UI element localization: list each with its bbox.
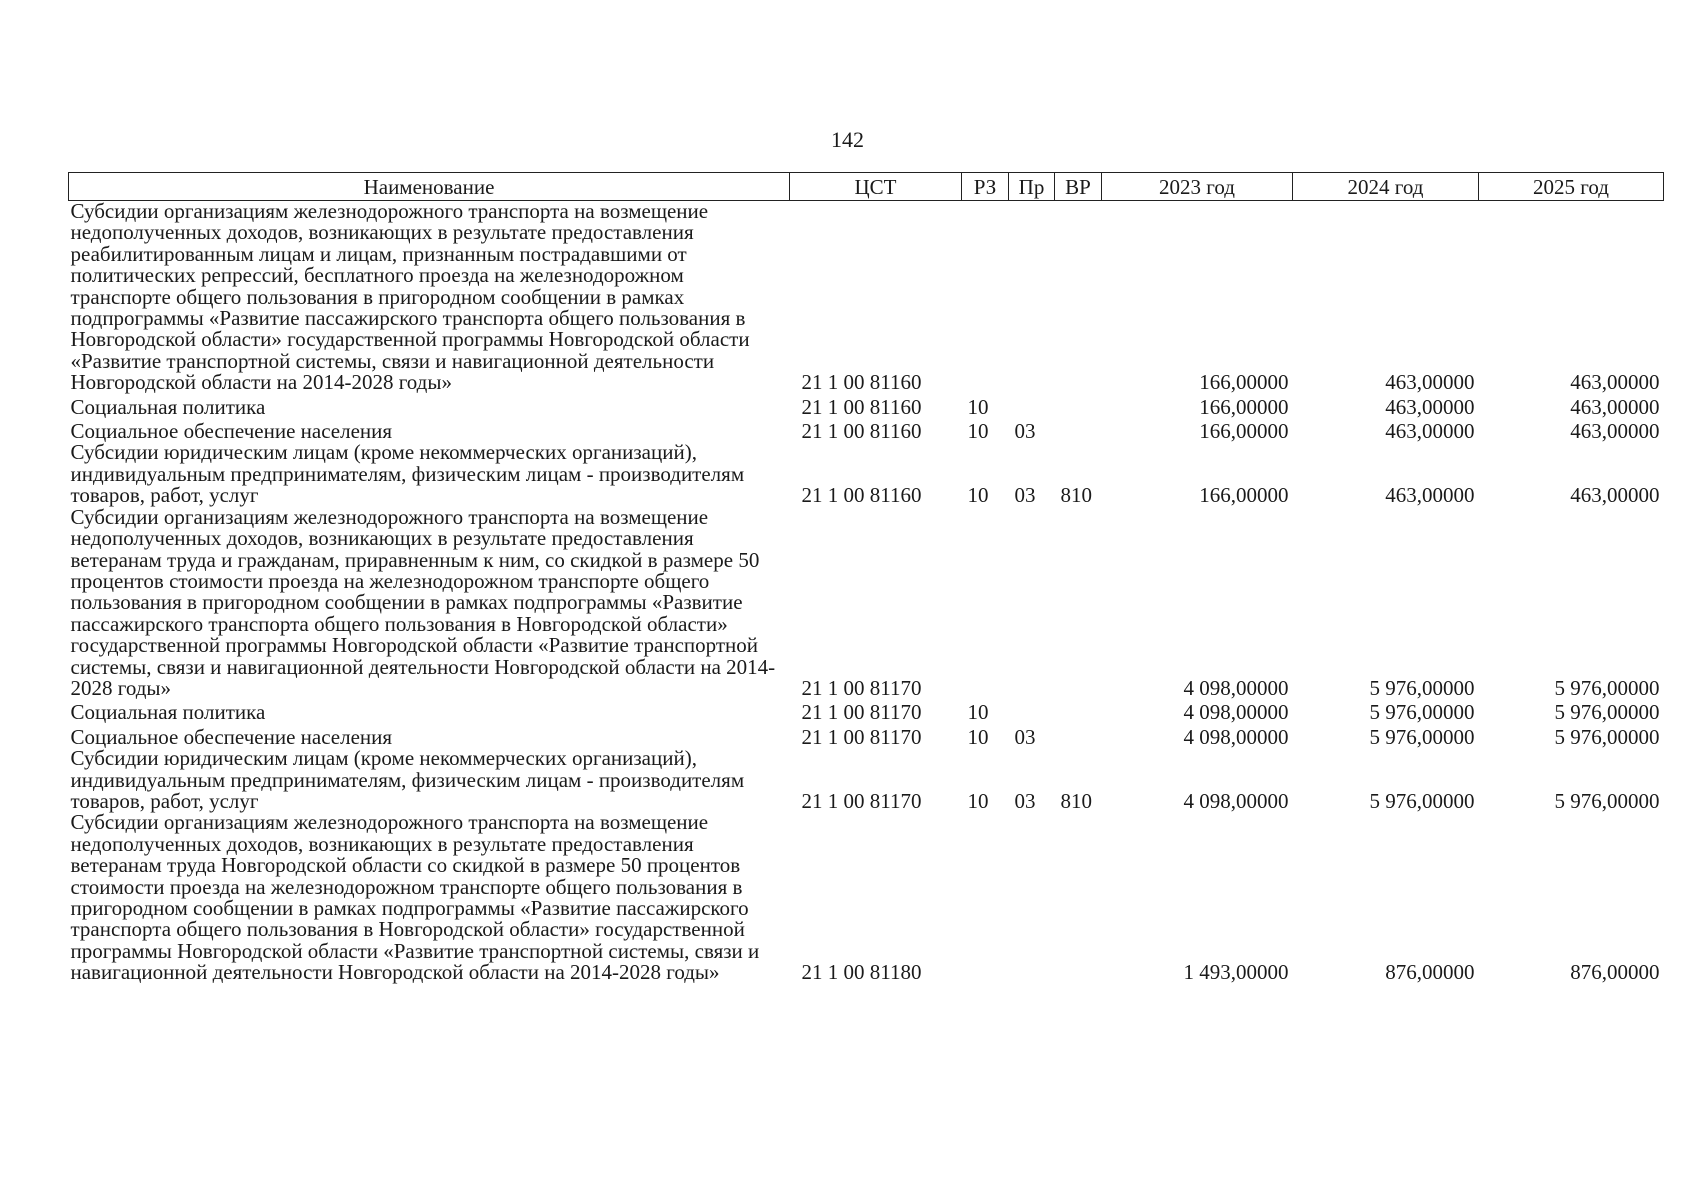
- row-cst: 21 1 00 81170: [801, 675, 922, 700]
- row-2024: 463,00000: [1385, 394, 1475, 419]
- row-name: Субсидии организациям железнодорожного транспорта на возмещение недополученных доходов, возникающих в результате предоставления ветеранам труда Новгородской области со скидкой в размере 50 процентов стоимости проезда на железнодорожном транспорте общего пользования в пригородном сообщении в рамках подпрограммы «Развитие пассажирского транспорта общего пользования в Новгородской области» государственной программы Новгородской области «Развитие транспортной системы, связи и навигационной деятельности Новгородской области на 2014-2028 годы»: [70, 810, 760, 985]
- header-cst: ЦСТ: [790, 173, 962, 201]
- row-cst: 21 1 00 81170: [801, 788, 922, 813]
- row-vr: [1055, 201, 1102, 394]
- table-row: [69, 699, 1664, 723]
- row-2023: 166,00000: [1199, 419, 1289, 444]
- row-2024: 463,00000: [1385, 370, 1475, 395]
- row-pr: 03: [1014, 724, 1036, 749]
- table-row: [69, 812, 1664, 983]
- row-2023: 4 098,00000: [1183, 700, 1289, 725]
- row-name: Субсидии организациям железнодорожного транспорта на возмещение недополученных доходов, возникающих в результате предоставления реабилитированным лицам и лицам, признанным пострадавшими от политических репрессий, бесплатного проезда на железнодорожном транспорте общего пользования в пригородном сообщении в рамках подпрограммы «Развитие пассажирского транспорта общего пользования в Новгородской области» государственной программы Новгородской области «Развитие транспортной системы, связи и навигационной деятельности Новгородской области на 2014-2028 годы»: [70, 199, 750, 395]
- row-vr: [1055, 812, 1102, 983]
- row-2023: 1 493,00000: [1183, 960, 1289, 985]
- row-pr: [1009, 699, 1055, 723]
- budget-table: [68, 172, 1664, 984]
- row-vr: [1055, 507, 1102, 700]
- row-name: Социальное обеспечение населения: [70, 419, 393, 444]
- table-header: [69, 173, 1664, 201]
- row-2024: 5 976,00000: [1369, 724, 1475, 749]
- row-name: Субсидии организациям железнодорожного транспорта на возмещение недополученных доходов, возникающих в результате предоставления ветеранам труда и гражданам, приравненным к ним, со скидкой в размере 50 процентов стоимости проезда на железнодорожном транспорте общего пользования в пригородном сообщении в рамках подпрограммы «Развитие пассажирского транспорта общего пользования в Новгородской области» государственной программы Новгородской области «Развитие транспортной системы, связи и навигационной деятельности Новгородской области на 2014-2028 годы»: [70, 504, 776, 700]
- row-2024: 463,00000: [1385, 419, 1475, 444]
- row-vr: [1055, 699, 1102, 723]
- table-row: [69, 394, 1664, 418]
- row-2025: 5 976,00000: [1554, 724, 1660, 749]
- row-vr: 810: [1060, 483, 1092, 508]
- header-row: [69, 173, 1664, 201]
- row-2025: 876,00000: [1570, 960, 1660, 985]
- row-rz: [962, 201, 1009, 394]
- row-vr: [1055, 394, 1102, 418]
- table-row: [69, 748, 1664, 812]
- row-2023: 4 098,00000: [1183, 724, 1289, 749]
- row-name: Социальная политика: [70, 700, 266, 725]
- row-2023: 4 098,00000: [1183, 675, 1289, 700]
- table-row: [69, 507, 1664, 700]
- row-pr: [1009, 812, 1055, 983]
- row-rz: 10: [967, 483, 989, 508]
- row-cst: 21 1 00 81160: [801, 483, 922, 508]
- table-row: [69, 201, 1664, 394]
- row-pr: 03: [1014, 483, 1036, 508]
- row-cst: 21 1 00 81170: [801, 724, 922, 749]
- table-row: [69, 724, 1664, 748]
- header-pr: Пр: [1009, 173, 1055, 201]
- row-name: Социальная политика: [70, 394, 266, 419]
- row-name: Субсидии юридическим лицам (кроме некоммерческих организаций), индивидуальным предпринимателям, физическим лицам - производителям товаров, работ, услуг: [70, 440, 745, 508]
- row-rz: 10: [967, 419, 989, 444]
- row-2023: 4 098,00000: [1183, 788, 1289, 813]
- row-pr: [1009, 507, 1055, 700]
- page-number: 142: [831, 127, 864, 152]
- header-2025: 2025 год: [1479, 173, 1664, 201]
- header-vr: ВР: [1055, 173, 1102, 201]
- row-2023: 166,00000: [1199, 370, 1289, 395]
- row-2024: 876,00000: [1385, 960, 1475, 985]
- row-vr: [1055, 418, 1102, 442]
- header-name: Наименование: [69, 173, 790, 201]
- table-row: [69, 442, 1664, 506]
- row-cst: 21 1 00 81170: [801, 700, 922, 725]
- row-cst: 21 1 00 81180: [801, 960, 922, 985]
- row-rz: 10: [967, 394, 989, 419]
- row-2024: 5 976,00000: [1369, 788, 1475, 813]
- row-2025: 5 976,00000: [1554, 700, 1660, 725]
- row-2025: 5 976,00000: [1554, 788, 1660, 813]
- row-2023: 166,00000: [1199, 394, 1289, 419]
- row-rz: 10: [967, 724, 989, 749]
- row-2025: 463,00000: [1570, 370, 1660, 395]
- row-pr: [1009, 201, 1055, 394]
- row-2025: 463,00000: [1570, 394, 1660, 419]
- row-cst: 21 1 00 81160: [801, 394, 922, 419]
- row-vr: [1055, 724, 1102, 748]
- row-rz: 10: [967, 700, 989, 725]
- row-2025: 463,00000: [1570, 419, 1660, 444]
- header-2023: 2023 год: [1102, 173, 1293, 201]
- row-rz: [962, 507, 1009, 700]
- row-rz: [962, 812, 1009, 983]
- table-body: [69, 201, 1664, 984]
- row-cst: 21 1 00 81160: [801, 370, 922, 395]
- row-pr: 03: [1014, 419, 1036, 444]
- row-2024: 5 976,00000: [1369, 700, 1475, 725]
- row-name: Социальное обеспечение населения: [70, 724, 393, 749]
- row-2024: 463,00000: [1385, 483, 1475, 508]
- row-pr: 03: [1014, 788, 1036, 813]
- row-2025: 5 976,00000: [1554, 675, 1660, 700]
- row-pr: [1009, 394, 1055, 418]
- row-rz: 10: [967, 788, 989, 813]
- table-row: [69, 418, 1664, 442]
- row-2024: 5 976,00000: [1369, 675, 1475, 700]
- row-vr: 810: [1060, 788, 1092, 813]
- row-2025: 463,00000: [1570, 483, 1660, 508]
- header-rz: РЗ: [962, 173, 1009, 201]
- row-2023: 166,00000: [1199, 483, 1289, 508]
- row-cst: 21 1 00 81160: [801, 419, 922, 444]
- header-2024: 2024 год: [1293, 173, 1479, 201]
- row-name: Субсидии юридическим лицам (кроме некоммерческих организаций), индивидуальным предпринимателям, физическим лицам - производителям товаров, работ, услуг: [70, 746, 745, 813]
